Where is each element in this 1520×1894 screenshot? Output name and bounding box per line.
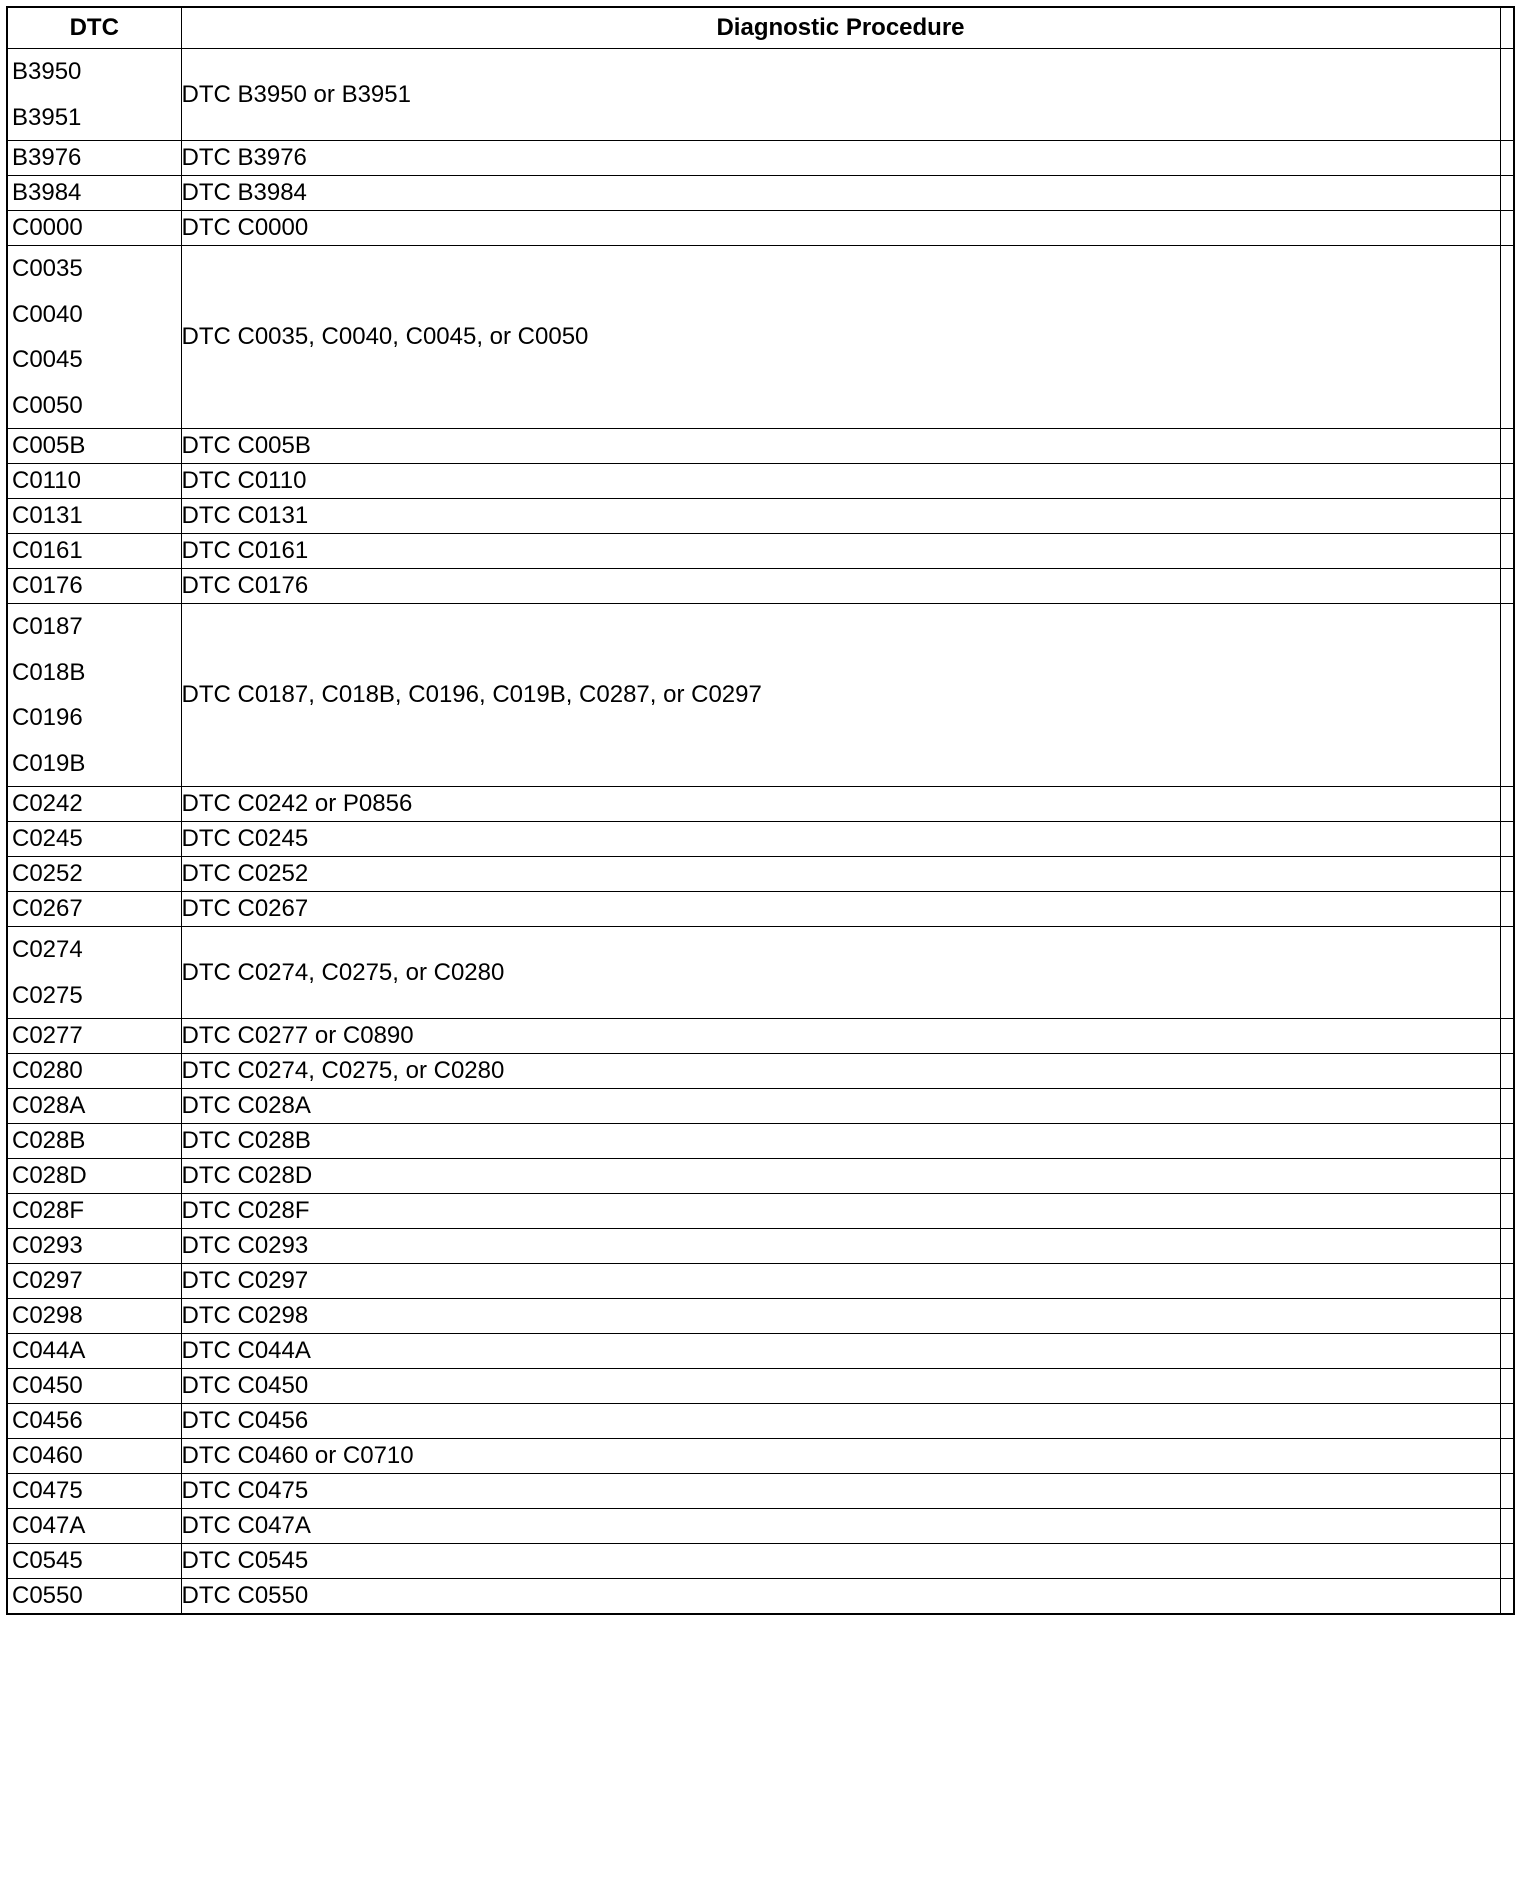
procedure-cell: DTC C044A [181,1334,1500,1369]
table-row [7,464,1514,499]
row-stub-cell [1500,822,1514,857]
procedure-cell: DTC B3950 or B3951 [181,49,1500,141]
procedure-cell: DTC C0274, C0275, or C0280 [181,927,1500,1019]
row-stub-cell [1500,1264,1514,1299]
dtc-code: C028F [12,1197,85,1224]
dtc-code: C0000 [12,214,83,241]
row-stub-cell [1500,429,1514,464]
procedure-cell: DTC C028A [181,1089,1500,1124]
header-stub [1500,7,1514,49]
dtc-code: C044A [12,1337,86,1364]
table-row [7,1124,1514,1159]
procedure-cell: DTC B3984 [181,176,1500,211]
table-row [7,246,1514,429]
dtc-code: C028B [12,1127,86,1154]
dtc-code: C005B [12,432,86,459]
dtc-code: C028D [12,1162,87,1189]
row-stub-cell [1500,1334,1514,1369]
procedure-cell: DTC C028F [181,1194,1500,1229]
table-row [7,1544,1514,1579]
dtc-code: C0176 [12,572,83,599]
dtc-code: C0245 [12,825,83,852]
table-row [7,604,1514,787]
table-row [7,1089,1514,1124]
dtc-cell [7,569,181,604]
row-stub-cell [1500,604,1514,787]
dtc-cell [7,534,181,569]
procedure-cell: DTC C0298 [181,1299,1500,1334]
procedure-cell: DTC C0245 [181,822,1500,857]
dtc-code: C0045 [12,346,83,373]
dtc-cell [7,1019,181,1054]
dtc-code: C0545 [12,1547,83,1574]
dtc-cell [7,176,181,211]
dtc-code: B3976 [12,144,82,171]
dtc-code: C0450 [12,1372,83,1399]
row-stub-cell [1500,1369,1514,1404]
dtc-cell [7,1159,181,1194]
dtc-cell [7,1369,181,1404]
table-row [7,499,1514,534]
row-stub-cell [1500,857,1514,892]
table-row [7,429,1514,464]
row-stub-cell [1500,1509,1514,1544]
table-row [7,787,1514,822]
dtc-code: C0131 [12,502,83,529]
row-stub-cell [1500,1089,1514,1124]
header-dtc: DTC [7,7,181,49]
table-row [7,1579,1514,1615]
dtc-cell [7,1194,181,1229]
dtc-code: C0050 [12,391,83,419]
dtc-code: C0242 [12,790,83,817]
table-row [7,857,1514,892]
dtc-cell [7,49,181,141]
procedure-cell: DTC C0187, C018B, C0196, C019B, C0287, or C0297 [181,604,1500,787]
dtc-cell [7,1229,181,1264]
dtc-code: C0280 [12,1057,83,1084]
dtc-code: C0110 [12,467,81,494]
dtc-code: C0274 [12,936,83,963]
table-row [7,1369,1514,1404]
dtc-cell [7,822,181,857]
table-row [7,1299,1514,1334]
row-stub-cell [1500,499,1514,534]
table-row [7,1229,1514,1264]
table-row [7,1159,1514,1194]
table-row [7,1054,1514,1089]
dtc-code: C018B [12,658,86,686]
dtc-table [6,6,1515,1615]
procedure-cell: DTC C0110 [181,464,1500,499]
dtc-cell [7,1264,181,1299]
table-row [7,1509,1514,1544]
procedure-cell: DTC C028B [181,1124,1500,1159]
procedure-cell: DTC C0293 [181,1229,1500,1264]
table-row [7,49,1514,141]
dtc-code: B3950 [12,58,82,85]
procedure-cell: DTC C0000 [181,211,1500,246]
row-stub-cell [1500,1579,1514,1615]
dtc-cell [7,464,181,499]
table-row [7,1439,1514,1474]
table-row [7,1474,1514,1509]
dtc-code: C0475 [12,1477,83,1504]
procedure-cell: DTC C0274, C0275, or C0280 [181,1054,1500,1089]
row-stub-cell [1500,1474,1514,1509]
dtc-cell [7,499,181,534]
table-row [7,1019,1514,1054]
procedure-cell: DTC C0450 [181,1369,1500,1404]
row-stub-cell [1500,1544,1514,1579]
table-row [7,1334,1514,1369]
dtc-code: C0275 [12,981,83,1009]
dtc-cell [7,892,181,927]
table-header-row [7,7,1514,49]
dtc-code: C0293 [12,1232,83,1259]
dtc-cell [7,141,181,176]
dtc-cell [7,1544,181,1579]
row-stub-cell [1500,1159,1514,1194]
table-body [7,49,1514,1615]
dtc-code: C0035 [12,255,83,282]
row-stub-cell [1500,1439,1514,1474]
row-stub-cell [1500,787,1514,822]
dtc-code: C0277 [12,1022,83,1049]
procedure-cell: DTC C0277 or C0890 [181,1019,1500,1054]
dtc-cell [7,1124,181,1159]
row-stub-cell [1500,1054,1514,1089]
dtc-cell [7,1054,181,1089]
dtc-cell [7,1404,181,1439]
procedure-cell: DTC C0161 [181,534,1500,569]
dtc-cell [7,857,181,892]
procedure-cell: DTC C0242 or P0856 [181,787,1500,822]
table-row [7,892,1514,927]
row-stub-cell [1500,1299,1514,1334]
table-row [7,141,1514,176]
procedure-cell: DTC C0297 [181,1264,1500,1299]
row-stub-cell [1500,211,1514,246]
procedure-cell: DTC C0176 [181,569,1500,604]
dtc-code: B3984 [12,179,82,206]
dtc-code: C0196 [12,704,83,731]
dtc-code: C0040 [12,300,83,328]
dtc-code: C0550 [12,1582,83,1609]
dtc-cell [7,1089,181,1124]
table-row [7,569,1514,604]
row-stub-cell [1500,569,1514,604]
table-row [7,1404,1514,1439]
procedure-cell: DTC C005B [181,429,1500,464]
table-row [7,927,1514,1019]
procedure-cell: DTC B3976 [181,141,1500,176]
row-stub-cell [1500,49,1514,141]
row-stub-cell [1500,1194,1514,1229]
dtc-code: C0252 [12,860,83,887]
procedure-cell: DTC C0460 or C0710 [181,1439,1500,1474]
dtc-cell [7,1334,181,1369]
procedure-cell: DTC C0252 [181,857,1500,892]
row-stub-cell [1500,246,1514,429]
dtc-cell [7,429,181,464]
dtc-cell [7,604,181,787]
dtc-code: C0187 [12,613,83,640]
row-stub-cell [1500,141,1514,176]
procedure-cell: DTC C0035, C0040, C0045, or C0050 [181,246,1500,429]
procedure-cell: DTC C0550 [181,1579,1500,1615]
procedure-cell: DTC C0456 [181,1404,1500,1439]
procedure-cell: DTC C047A [181,1509,1500,1544]
row-stub-cell [1500,892,1514,927]
row-stub-cell [1500,464,1514,499]
dtc-cell [7,927,181,1019]
dtc-code: C0297 [12,1267,83,1294]
dtc-cell [7,1509,181,1544]
header-procedure: Diagnostic Procedure [181,7,1500,49]
table-row [7,822,1514,857]
dtc-code: C047A [12,1512,86,1539]
dtc-cell [7,211,181,246]
row-stub-cell [1500,1404,1514,1439]
dtc-code: C0161 [12,537,83,564]
procedure-cell: DTC C0131 [181,499,1500,534]
row-stub-cell [1500,534,1514,569]
dtc-code: C019B [12,749,86,777]
table-row [7,1264,1514,1299]
dtc-code: C0298 [12,1302,83,1329]
dtc-code: C0267 [12,895,83,922]
table-row [7,211,1514,246]
procedure-cell: DTC C0475 [181,1474,1500,1509]
dtc-code: C0460 [12,1442,83,1469]
dtc-cell [7,1474,181,1509]
row-stub-cell [1500,927,1514,1019]
row-stub-cell [1500,1229,1514,1264]
dtc-code: B3951 [12,103,82,131]
dtc-cell [7,246,181,429]
dtc-cell [7,1299,181,1334]
row-stub-cell [1500,1019,1514,1054]
dtc-cell [7,787,181,822]
table-row [7,534,1514,569]
table-row [7,176,1514,211]
dtc-code: C028A [12,1092,86,1119]
procedure-cell: DTC C0545 [181,1544,1500,1579]
dtc-cell [7,1439,181,1474]
row-stub-cell [1500,1124,1514,1159]
procedure-cell: DTC C028D [181,1159,1500,1194]
dtc-cell [7,1579,181,1615]
dtc-code: C0456 [12,1407,83,1434]
procedure-cell: DTC C0267 [181,892,1500,927]
row-stub-cell [1500,176,1514,211]
table-row [7,1194,1514,1229]
